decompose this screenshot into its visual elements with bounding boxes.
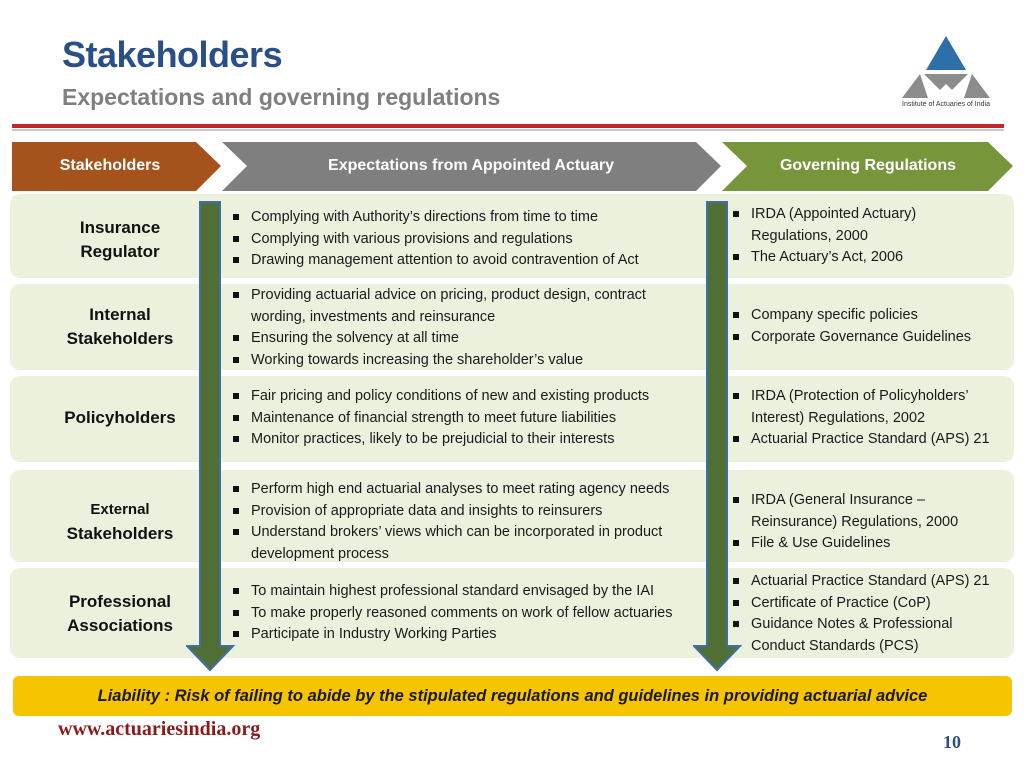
regulations-list bbox=[730, 490, 992, 555]
page-subtitle: Expectations and governing regulations bbox=[62, 84, 501, 110]
row-label-line1: Professional bbox=[68, 592, 172, 611]
list-item: IRDA (Appointed Actuary) Regulations, 2000 bbox=[730, 204, 1000, 247]
row-label-line2: Stakeholders bbox=[66, 524, 174, 543]
row-external-stakeholders bbox=[10, 470, 1014, 562]
list-item: To make properly reasoned comments on work of fellow actuaries bbox=[230, 603, 720, 625]
row-label-line2: Stakeholders bbox=[66, 329, 174, 348]
row-policyholders bbox=[10, 376, 1014, 462]
expectations-list bbox=[230, 285, 700, 371]
list-item: Fair pricing and policy conditions of new and existing products bbox=[230, 386, 710, 408]
header-divider bbox=[12, 124, 1004, 128]
row-label-line1: External bbox=[90, 501, 150, 518]
row-internal-stakeholders bbox=[10, 284, 1014, 370]
list-item: Ensuring the solvency at all time bbox=[230, 328, 700, 350]
down-arrow-icon bbox=[693, 200, 743, 672]
list-item: File & Use Guidelines bbox=[730, 533, 992, 555]
header-divider-shadow bbox=[12, 129, 1004, 131]
expectations-list bbox=[230, 581, 720, 646]
column-header-regulations: Governing Regulations bbox=[779, 157, 956, 174]
regulations-list bbox=[730, 204, 1000, 269]
list-item: Company specific policies bbox=[730, 305, 1010, 327]
row-label-line1: Policyholders bbox=[64, 408, 176, 427]
down-arrow-icon bbox=[186, 200, 236, 672]
list-item: Providing actuarial advice on pricing, product design, contract wording, investments and reinsurance bbox=[230, 285, 700, 328]
column-header-stakeholders: Stakeholders bbox=[59, 157, 161, 174]
expectations-list bbox=[230, 479, 700, 565]
list-item: Actuarial Practice Standard (APS) 21 bbox=[730, 571, 1010, 593]
list-item: Maintenance of financial strength to meet future liabilities bbox=[230, 408, 710, 430]
list-item: The Actuary’s Act, 2006 bbox=[730, 247, 1000, 269]
list-item: IRDA (Protection of Policyholders’ Interest) Regulations, 2002 bbox=[730, 386, 1008, 429]
list-item: IRDA (General Insurance – Reinsurance) Regulations, 2000 bbox=[730, 490, 992, 533]
regulations-list bbox=[730, 386, 1008, 451]
expectations-list bbox=[230, 207, 710, 272]
list-item: Drawing management attention to avoid contravention of Act bbox=[230, 250, 710, 272]
list-item: Guidance Notes & Professional Conduct Standards (PCS) bbox=[730, 614, 1010, 657]
row-label-line1: Internal bbox=[89, 305, 151, 324]
liability-banner: Liability : Risk of failing to abide by the stipulated regulations and guidelines in providing actuarial advice bbox=[13, 676, 1012, 716]
list-item: Provision of appropriate data and insights to reinsurers bbox=[230, 501, 700, 523]
regulations-list bbox=[730, 571, 1010, 657]
website-link[interactable]: www.actuariesindia.org bbox=[58, 718, 261, 740]
column-header-expectations: Expectations from Appointed Actuary bbox=[328, 157, 614, 174]
list-item: To maintain highest professional standard envisaged by the IAI bbox=[230, 581, 720, 603]
expectations-list bbox=[230, 386, 710, 451]
list-item: Certificate of Practice (CoP) bbox=[730, 593, 1010, 615]
list-item: Complying with various provisions and regulations bbox=[230, 229, 710, 251]
list-item: Understand brokers’ views which can be incorporated in product development process bbox=[230, 522, 700, 565]
logo-caption: Institute of Actuaries of India bbox=[902, 101, 990, 108]
list-item: Working towards increasing the shareholder’s value bbox=[230, 350, 700, 372]
page-title: Stakeholders bbox=[62, 34, 283, 75]
list-item: Corporate Governance Guidelines bbox=[730, 327, 1010, 349]
page-number: 10 bbox=[943, 732, 961, 752]
list-item: Participate in Industry Working Parties bbox=[230, 624, 720, 646]
row-label-line1: Insurance bbox=[79, 218, 161, 237]
list-item: Complying with Authority’s directions from time to time bbox=[230, 207, 710, 229]
list-item: Monitor practices, likely to be prejudicial to their interests bbox=[230, 429, 710, 451]
list-item: Actuarial Practice Standard (APS) 21 bbox=[730, 429, 1008, 451]
row-label-line2: Associations bbox=[67, 616, 173, 635]
list-item: Perform high end actuarial analyses to meet rating agency needs bbox=[230, 479, 700, 501]
row-insurance-regulator bbox=[10, 194, 1014, 278]
row-label-line2: Regulator bbox=[80, 242, 160, 261]
regulations-list bbox=[730, 305, 1010, 348]
row-professional-associations bbox=[10, 568, 1014, 658]
